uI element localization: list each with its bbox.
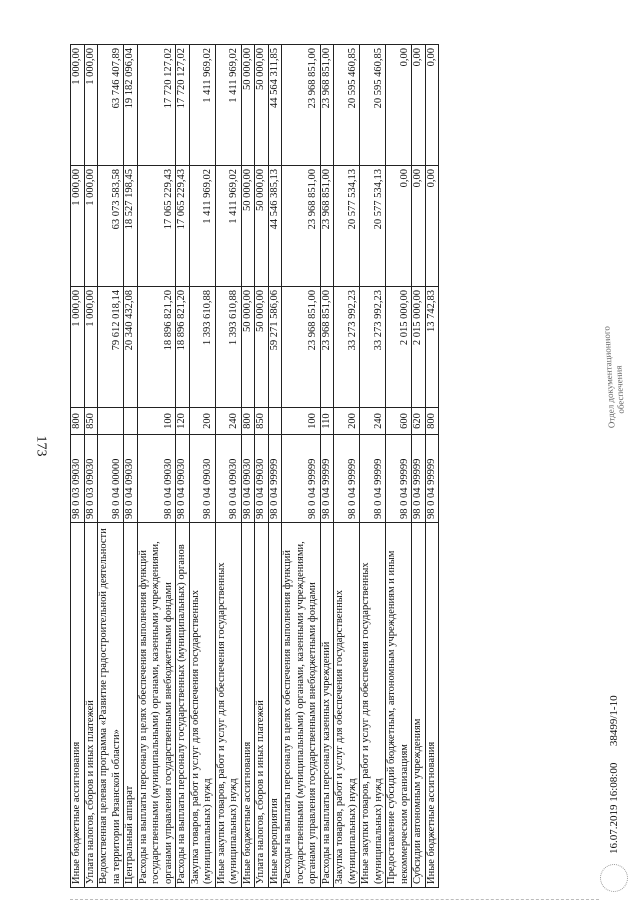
row-vr: 850 [84,408,98,435]
row-code: 98 0 04 99999 [334,435,360,523]
row-value-1: 13 742,83 [425,287,439,408]
table-row [360,45,386,888]
row-vr: 620 [412,408,426,435]
row-value-1: 23 968 851,00 [282,287,321,408]
table-row [71,45,85,888]
row-value-1: 18 896 821,20 [137,287,176,408]
row-vr: 800 [71,408,85,435]
row-vr: 100 [137,408,176,435]
row-vr: 240 [360,408,386,435]
row-value-2: 1 000,00 [71,166,85,287]
row-name: Закупка товаров, работ и услуг для обеспечения государственных (муниципальных) нужд [189,523,215,888]
row-vr [124,408,138,435]
row-vr: 120 [176,408,190,435]
row-value-3: 1 000,00 [84,45,98,166]
row-code: 98 0 04 99999 [425,435,439,523]
row-value-3: 1 411 969,02 [215,45,241,166]
row-value-1: 50 000,00 [241,287,255,408]
row-value-1: 1 393 610,88 [189,287,215,408]
row-value-2: 20 577 534,13 [334,166,360,287]
table-row [334,45,360,888]
row-value-3: 0,00 [425,45,439,166]
row-vr [98,408,124,435]
budget-table [70,44,439,888]
row-value-3: 50 000,00 [241,45,255,166]
row-name: Расходы на выплаты персоналу в целях обеспечения выполнения функций государственными (муниципальными) органами, казенными учреждениями, органами управления государственными внебюджетными фондами [137,523,176,888]
row-value-2: 63 073 583,58 [98,166,124,287]
table-row [215,45,241,888]
row-code: 98 0 04 00000 [98,435,124,523]
row-value-3: 20 595 460,85 [334,45,360,166]
row-name: Иные бюджетные ассигнования [241,523,255,888]
row-name: Иные бюджетные ассигнования [425,523,439,888]
row-vr [268,408,282,435]
row-code: 98 0 04 09030 [137,435,176,523]
table-row [124,45,138,888]
row-value-2: 50 000,00 [241,166,255,287]
row-name: Уплата налогов, сборов и иных платежей [255,523,269,888]
table-row [412,45,426,888]
row-value-3: 23 968 851,00 [320,45,334,166]
row-name: Иные закупки товаров, работ и услуг для обеспечения государственных (муниципальных) нужд [360,523,386,888]
row-value-1: 1 000,00 [84,287,98,408]
row-vr: 200 [189,408,215,435]
row-value-3: 0,00 [412,45,426,166]
row-value-1: 59 271 586,06 [268,287,282,408]
row-value-2: 50 000,00 [255,166,269,287]
row-vr: 600 [386,408,412,435]
row-code: 98 0 04 09030 [176,435,190,523]
row-vr: 850 [255,408,269,435]
table-row [282,45,321,888]
row-value-2: 17 065 229,43 [176,166,190,287]
row-value-2: 0,00 [425,166,439,287]
row-value-3: 50 000,00 [255,45,269,166]
row-code: 98 0 03 09030 [71,435,85,523]
table-row [189,45,215,888]
row-value-1: 20 340 432,08 [124,287,138,408]
row-name: Ведомственная целевая программа «Развитие градостроительной деятельности на территории Рязанской области» [98,523,124,888]
page-number: 173 [33,435,49,457]
row-code: 98 0 04 99999 [320,435,334,523]
row-value-2: 0,00 [412,166,426,287]
row-vr: 800 [241,408,255,435]
row-name: Иные закупки товаров, работ и услуг для обеспечения государственных (муниципальных) нужд [215,523,241,888]
row-value-2: 1 411 969,02 [189,166,215,287]
row-value-3: 44 564 311,85 [268,45,282,166]
row-value-3: 17 720 127,02 [176,45,190,166]
row-code: 98 0 04 99999 [282,435,321,523]
table-row [320,45,334,888]
table-row [425,45,439,888]
row-value-1: 1 000,00 [71,287,85,408]
row-value-3: 20 595 460,85 [360,45,386,166]
margin-line [70,898,599,900]
table-row [255,45,269,888]
row-code: 98 0 04 09030 [189,435,215,523]
row-name: Закупка товаров, работ и услуг для обеспечения государственных (муниципальных) нужд [334,523,360,888]
row-vr: 110 [320,408,334,435]
budget-table-body [71,45,439,888]
row-name: Субсидии автономным учреждениям [412,523,426,888]
row-vr: 240 [215,408,241,435]
row-value-2: 20 577 534,13 [360,166,386,287]
table-row [241,45,255,888]
table-row [386,45,412,888]
row-value-3: 1 000,00 [71,45,85,166]
table-row [98,45,124,888]
rotated-content [70,45,626,888]
row-code: 98 0 04 99999 [412,435,426,523]
row-name: Предоставление субсидий бюджетным, автономным учреждениям и иным некоммерческим организациям [386,523,412,888]
row-name: Иные мероприятия [268,523,282,888]
row-code: 98 0 04 09030 [215,435,241,523]
row-value-1: 1 393 610,88 [215,287,241,408]
row-value-2: 23 968 851,00 [282,166,321,287]
row-name: Расходы на выплаты персоналу в целях обеспечения выполнения функций государственными (муниципальными) органами, казенными учреждениями, органами управления государственными внебюджетными фондами [282,523,321,888]
table-row [268,45,282,888]
row-value-1: 18 896 821,20 [176,287,190,408]
row-value-2: 18 527 198,45 [124,166,138,287]
row-value-3: 1 411 969,02 [189,45,215,166]
row-code: 98 0 03 09030 [84,435,98,523]
row-name: Расходы на выплаты персоналу казенных учреждений [320,523,334,888]
row-value-3: 17 720 127,02 [137,45,176,166]
table-row [84,45,98,888]
row-value-2: 1 000,00 [84,166,98,287]
row-code: 98 0 04 99999 [268,435,282,523]
row-value-3: 0,00 [386,45,412,166]
row-value-1: 23 968 851,00 [320,287,334,408]
row-value-2: 23 968 851,00 [320,166,334,287]
row-name: Иные бюджетные ассигнования [71,523,85,888]
row-vr: 100 [282,408,321,435]
row-value-1: 33 273 992,23 [334,287,360,408]
table-row [137,45,176,888]
row-value-2: 0,00 [386,166,412,287]
row-code: 98 0 04 99999 [360,435,386,523]
row-value-1: 33 273 992,23 [360,287,386,408]
row-value-2: 17 065 229,43 [137,166,176,287]
seal-icon [600,864,628,892]
row-code: 98 0 04 09030 [241,435,255,523]
row-vr: 200 [334,408,360,435]
row-code: 98 0 04 99999 [386,435,412,523]
row-value-2: 44 546 385,13 [268,166,282,287]
row-vr: 800 [425,408,439,435]
row-code: 98 0 04 09030 [124,435,138,523]
row-value-1: 2 015 000,00 [386,287,412,408]
row-name: Центральный аппарат [124,523,138,888]
row-value-2: 1 411 969,02 [215,166,241,287]
row-value-1: 50 000,00 [255,287,269,408]
footer-timestamp: 16.07.2019 16:08:00 38499/1-10 [608,695,620,854]
department-stamp: Отдел документационного обеспечения [601,325,626,429]
row-value-1: 2 015 000,00 [412,287,426,408]
row-name: Уплата налогов, сборов и иных платежей [84,523,98,888]
row-name: Расходы на выплаты персоналу государственных (муниципальных) органов [176,523,190,888]
row-code: 98 0 04 09030 [255,435,269,523]
table-row [176,45,190,888]
row-value-3: 23 968 851,00 [282,45,321,166]
row-value-3: 63 746 407,89 [98,45,124,166]
row-value-3: 19 182 096,04 [124,45,138,166]
row-value-1: 79 612 018,14 [98,287,124,408]
